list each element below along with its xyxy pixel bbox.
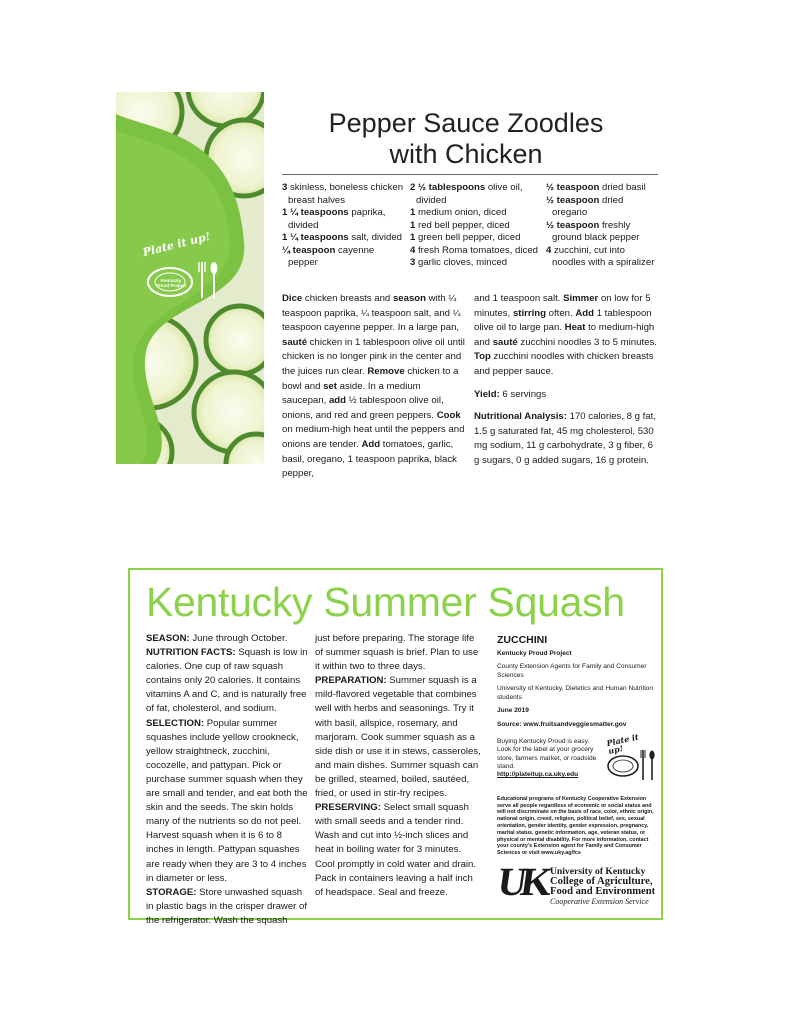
text-run: with ¼ teaspoon paprika, ¼ teaspoon salt, and ¼ teaspoon cayenne pepper. In a large pan, xyxy=(282,293,461,334)
info-column xyxy=(497,634,657,857)
bold-run: SELECTION: xyxy=(146,717,205,729)
uk-line1: University of Kentucky xyxy=(550,866,646,877)
bold-run: Cook xyxy=(436,409,461,421)
plate-fork-spoon-icon xyxy=(130,238,240,302)
ingredients-column-1 xyxy=(282,182,406,270)
ingredient-item xyxy=(546,195,660,220)
recipe-title-line2: with Chicken xyxy=(389,139,543,169)
text-run: often. xyxy=(546,307,576,319)
text-run: aside. In a medium saucepan, xyxy=(282,380,421,407)
text-run: tomatoes, garlic, basil, oregano, 1 teaspoon paprika, black pepper, xyxy=(282,438,457,480)
uk-line3: Food and Environment xyxy=(550,885,656,897)
badge2-script: Plate it up! xyxy=(605,731,640,757)
text-run: zucchini noodles with chicken breasts and pepper sauce. xyxy=(474,351,654,377)
yield xyxy=(474,388,660,403)
bold-run: NUTRITION FACTS: xyxy=(146,647,236,659)
text-run: chicken breasts and xyxy=(302,293,393,304)
project-name: Kentucky Proud Project xyxy=(497,650,572,657)
ingredient-text: freshly ground black pepper xyxy=(552,219,640,243)
plateitup-link[interactable]: http://plateitup.ca.uky.edu xyxy=(497,771,579,779)
directions-paragraph-left xyxy=(282,292,466,482)
ingredient-quantity: 3 xyxy=(282,182,288,193)
nutrition-analysis xyxy=(474,410,660,468)
bold-run: Add xyxy=(575,307,594,319)
text-run: June through October. xyxy=(189,633,288,644)
bold-run: stirring xyxy=(512,307,546,319)
directions-left xyxy=(282,292,466,490)
badge-project: Kentucky Proud Project xyxy=(155,278,187,288)
ingredient-text: paprika, divided xyxy=(288,207,386,231)
bold-run: Dice xyxy=(282,293,303,304)
ingredient-text: red bell pepper, diced xyxy=(415,219,510,231)
uk-line4: Cooperative Extension Service xyxy=(550,896,649,906)
text-run: ½ tablespoon olive oil, onions, and red and green peppers. xyxy=(282,395,444,421)
ingredient-text: dried basil xyxy=(599,182,646,193)
plate-it-up-logo xyxy=(601,732,657,784)
ingredient-item xyxy=(410,245,544,258)
ingredient-quantity: 1 ¼ teaspoons xyxy=(282,207,349,218)
bold-run: add xyxy=(328,395,347,407)
directions-paragraph-right xyxy=(474,292,660,380)
ingredients-column-3 xyxy=(546,182,660,270)
recipe-title-line1: Pepper Sauce Zoodles xyxy=(328,108,604,138)
zucchini-heading: ZUCCHINI xyxy=(497,634,548,646)
ingredient-item xyxy=(546,182,660,195)
disclaimer: Educational programs of Kentucky Cooperative Extension serve all people regardless of economic or social status and will not discriminate on the basis of race, color, ethnic origin, national origin, creed, religion, political belief, sex, sexual orientation, gender identity, gender expression, pregnancy, marital status, genetic information, age, veteran status, or physical or mental disability. For more information, contact your county's Extension agent for Family and Consumer Sciences or visit www.uky.ag/fcs xyxy=(497,795,654,857)
ingredient-text: garlic cloves, minced xyxy=(415,257,508,268)
bold-run: set xyxy=(323,380,337,392)
ingredient-text: fresh Roma tomatoes, diced xyxy=(415,244,538,256)
ingredient-text: skinless, boneless chicken breast halves xyxy=(287,182,404,206)
bold-run: sauté xyxy=(492,336,518,348)
recipe-title xyxy=(296,108,636,170)
ingredient-item xyxy=(410,220,544,233)
text-run: on medium-high heat until the peppers and onions are tender. xyxy=(282,424,465,450)
text-run: Select small squash with small seeds and a tender rind. Wash and cut into ½-inch slices and heat in boiling water for 3 minutes. Cool promptly in cold water and drain. Pack in containers leaving a half inch of headspace. Seal and freeze. xyxy=(315,802,477,898)
ingredient-quantity: 1 xyxy=(410,207,416,218)
squash-column-left xyxy=(146,632,308,928)
text-run: Summer squash is a mild-flavored vegetable that combines well with herbs and seasonings. Try it with basil, allspice, rosemary, and marjoram. Cook summer squash as a side dish or use it in stews, casseroles, and main dishes. Summer squash can be grilled, steamed, boiled, sautéed, fried, or used in stir-fry recipes. xyxy=(315,675,481,800)
ingredient-quantity: 1 ¼ teaspoons xyxy=(282,232,349,243)
title-divider xyxy=(282,174,658,175)
agents-credit: County Extension Agents for Family and Consumer Sciences xyxy=(497,663,647,679)
ingredient-text: dried oregano xyxy=(552,194,624,218)
ingredient-quantity: 4 xyxy=(410,244,416,256)
text-run: chicken in 1 tablespoon olive oil until chicken is no longer pink in the center and the juices run clear. xyxy=(282,336,465,377)
bold-run: Remove xyxy=(367,365,405,377)
ingredient-text: zucchini, cut into noodles with a spiralizer xyxy=(551,244,655,268)
ingredient-quantity: ¼ teaspoon xyxy=(282,244,336,256)
bold-run: STORAGE: xyxy=(146,886,197,898)
text-run: zucchini noodles 3 to 5 minutes. xyxy=(517,336,657,348)
nutrition-label: Nutritional Analysis: xyxy=(474,411,567,423)
nutrition-value: 170 calories, 8 g fat, 1.5 g saturated fat, 45 mg cholesterol, 530 mg sodium, 11 g carbohydrate, 3 g fiber, 6 g sugars, 0 g added sugars, 16 g protein. xyxy=(474,411,656,466)
ingredient-quantity: 4 xyxy=(546,244,552,256)
ingredient-quantity: ½ teaspoon xyxy=(546,219,600,231)
directions-right xyxy=(474,292,660,477)
uk-mark-icon xyxy=(494,859,550,904)
bold-run: Top xyxy=(474,351,491,363)
ingredient-text: olive oil, divided xyxy=(416,182,523,206)
yield-label: Yield: xyxy=(474,388,500,400)
ingredient-text: cayenne pepper xyxy=(288,244,375,268)
ingredient-quantity: ½ teaspoon xyxy=(546,194,600,206)
text-run: chicken to a bowl and xyxy=(282,365,459,392)
squash-title: Kentucky Summer Squash xyxy=(146,579,625,625)
ingredient-quantity: 3 xyxy=(410,257,416,268)
ingredients-column-2 xyxy=(410,182,544,270)
publication-date: June 2019 xyxy=(497,707,529,715)
ingredient-item xyxy=(410,257,544,270)
text-run: to medium-high and xyxy=(474,322,655,348)
bold-run: PRESERVING: xyxy=(315,802,381,814)
ingredient-text: salt, divided xyxy=(348,232,402,243)
ingredient-item xyxy=(410,207,544,220)
zucchini-photo xyxy=(116,92,264,464)
bold-run: season xyxy=(392,293,427,304)
text-run: 1 tablespoon olive oil to large pan. xyxy=(474,307,652,334)
uk-logo xyxy=(494,859,660,906)
text-run: Store unwashed squash in plastic bags in the crisper drawer of the refrigerator. Wash the squash xyxy=(146,886,308,926)
buying-kentucky-proud xyxy=(497,731,657,790)
ingredient-item xyxy=(282,245,406,270)
uk-line2: College of Agriculture, xyxy=(550,875,653,887)
ingredient-item xyxy=(410,182,544,207)
ingredient-quantity: 1 xyxy=(410,232,416,243)
text-run: just before preparing. The storage life of summer squash is brief. Plan to use it within two to three days. xyxy=(315,633,479,673)
ingredient-item xyxy=(282,182,406,207)
ingredient-item xyxy=(282,232,406,245)
ingredient-text: medium onion, diced xyxy=(415,207,507,218)
ingredient-quantity: 1 xyxy=(410,219,416,231)
ingredient-item xyxy=(410,232,544,245)
university-credit: University of Kentucky, Dietetics and Human Nutrition students xyxy=(497,685,653,701)
ingredient-item xyxy=(546,220,660,245)
text-run: on low for 5 minutes, xyxy=(474,293,651,319)
yield-value: 6 servings xyxy=(499,388,547,400)
text-run: and 1 teaspoon salt. xyxy=(474,293,564,304)
bold-run: sauté xyxy=(282,336,308,348)
bold-run: PREPARATION: xyxy=(315,675,387,687)
badge-script: Plate it up! xyxy=(141,229,212,260)
bold-run: Simmer xyxy=(563,293,599,304)
plate-it-up-badge xyxy=(130,229,240,302)
bold-run: Heat xyxy=(564,322,586,334)
text-run: Popular summer squashes include yellow crookneck, yellow straightneck, zucchini, cocozelle, and pattypan. Pick or purchase summer squash when they are small and tender, and eat both the skin and the seeds. The skin holds many of the nutrients so do not peel. Harvest squash when it is 6 to 8 inches in length. Pattypan squashes are ready when they are 3 to 4 inches in diameter or less. xyxy=(146,717,308,884)
ingredient-quantity: ½ teaspoon xyxy=(546,182,600,193)
ingredient-item xyxy=(546,245,660,270)
ingredient-quantity: 2 ½ tablespoons xyxy=(410,182,486,193)
ingredient-text: green bell pepper, diced xyxy=(415,232,521,243)
source-line: Source: www.fruitsandveggiesmatter.gov xyxy=(497,721,627,729)
bold-run: SEASON: xyxy=(146,633,190,644)
text-run: Squash is low in calories. One cup of raw squash contains only 20 calories. It contains vitamins A and C, and is naturally free of fat, cholesterol, and sodium. xyxy=(146,647,308,715)
uk-wordmark xyxy=(550,867,655,906)
ingredient-item xyxy=(282,207,406,232)
buying-copy: Buying Kentucky Proud is easy. Look for the label at your grocery store, farmers market, or roadside stand. xyxy=(497,737,597,771)
squash-column-middle xyxy=(315,632,483,900)
uk-mark-text: UK xyxy=(494,859,550,904)
bold-run: Add xyxy=(361,438,381,450)
buying-text xyxy=(497,738,597,780)
